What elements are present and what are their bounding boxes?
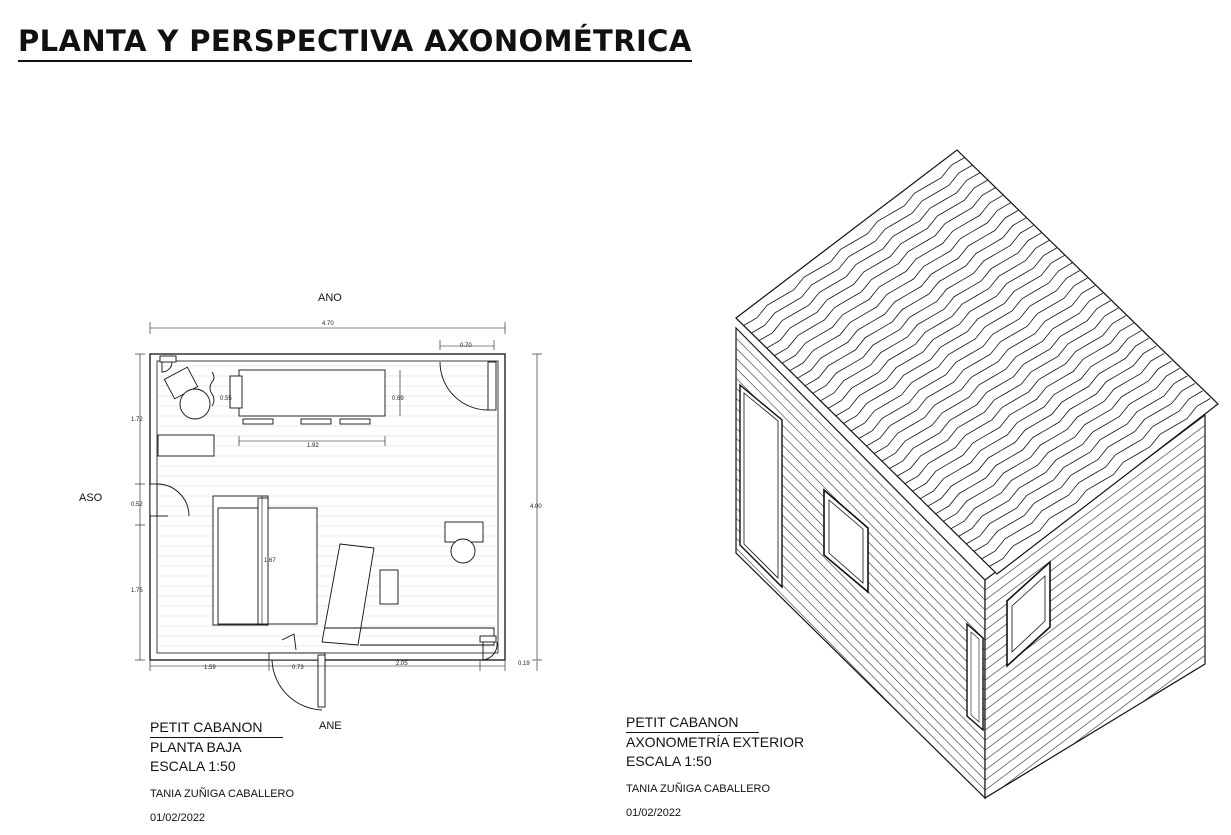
plan-caption [150, 718, 294, 828]
dim-desk-width: 1.92 [307, 443, 319, 449]
plan-caption-project: PETIT CABANON [150, 718, 283, 738]
dim-left-mid: 0.52 [131, 502, 143, 508]
axo-caption-view: AXONOMETRÍA EXTERIOR [626, 734, 805, 750]
dim-bottom-end: 0.19 [518, 661, 530, 667]
orientation-top: ANO [318, 292, 342, 304]
dim-overall-width: 4.70 [322, 321, 334, 327]
dim-left-top: 1.72 [131, 417, 143, 423]
dim-bottom-door: 0.73 [292, 665, 304, 671]
axo-caption-project: PETIT CABANON [626, 713, 759, 733]
axo-caption-author: TANIA ZUÑIGA CABALLERO [626, 783, 771, 795]
dim-bottom-left: 1.59 [204, 665, 216, 671]
axo-caption [626, 713, 804, 823]
axo-caption-date: 01/02/2022 [626, 807, 682, 819]
dim-desk-depth: 0.69 [392, 396, 404, 402]
axo-window-slit [967, 624, 983, 730]
dim-bed-length: 1.67 [264, 558, 276, 564]
dim-door-top: 0.70 [460, 343, 472, 349]
dim-overall-height: 4.00 [530, 504, 542, 510]
plan-caption-date: 01/02/2022 [150, 812, 206, 824]
plan-caption-view: PLANTA BAJA [150, 739, 242, 755]
plan-caption-scale: ESCALA 1:50 [150, 758, 236, 774]
plan-caption-author: TANIA ZUÑIGA CABALLERO [150, 788, 295, 800]
dim-left-bottom: 1.75 [131, 588, 143, 594]
axo-caption-scale: ESCALA 1:50 [626, 753, 712, 769]
orientation-bottom: ANE [319, 720, 342, 732]
dim-desk-height: 0.55 [220, 396, 232, 402]
orientation-left: ASO [79, 492, 103, 504]
dim-bottom-right: 2.05 [396, 661, 408, 667]
page-title: PLANTA Y PERSPECTIVA AXONOMÉTRICA [18, 24, 692, 62]
